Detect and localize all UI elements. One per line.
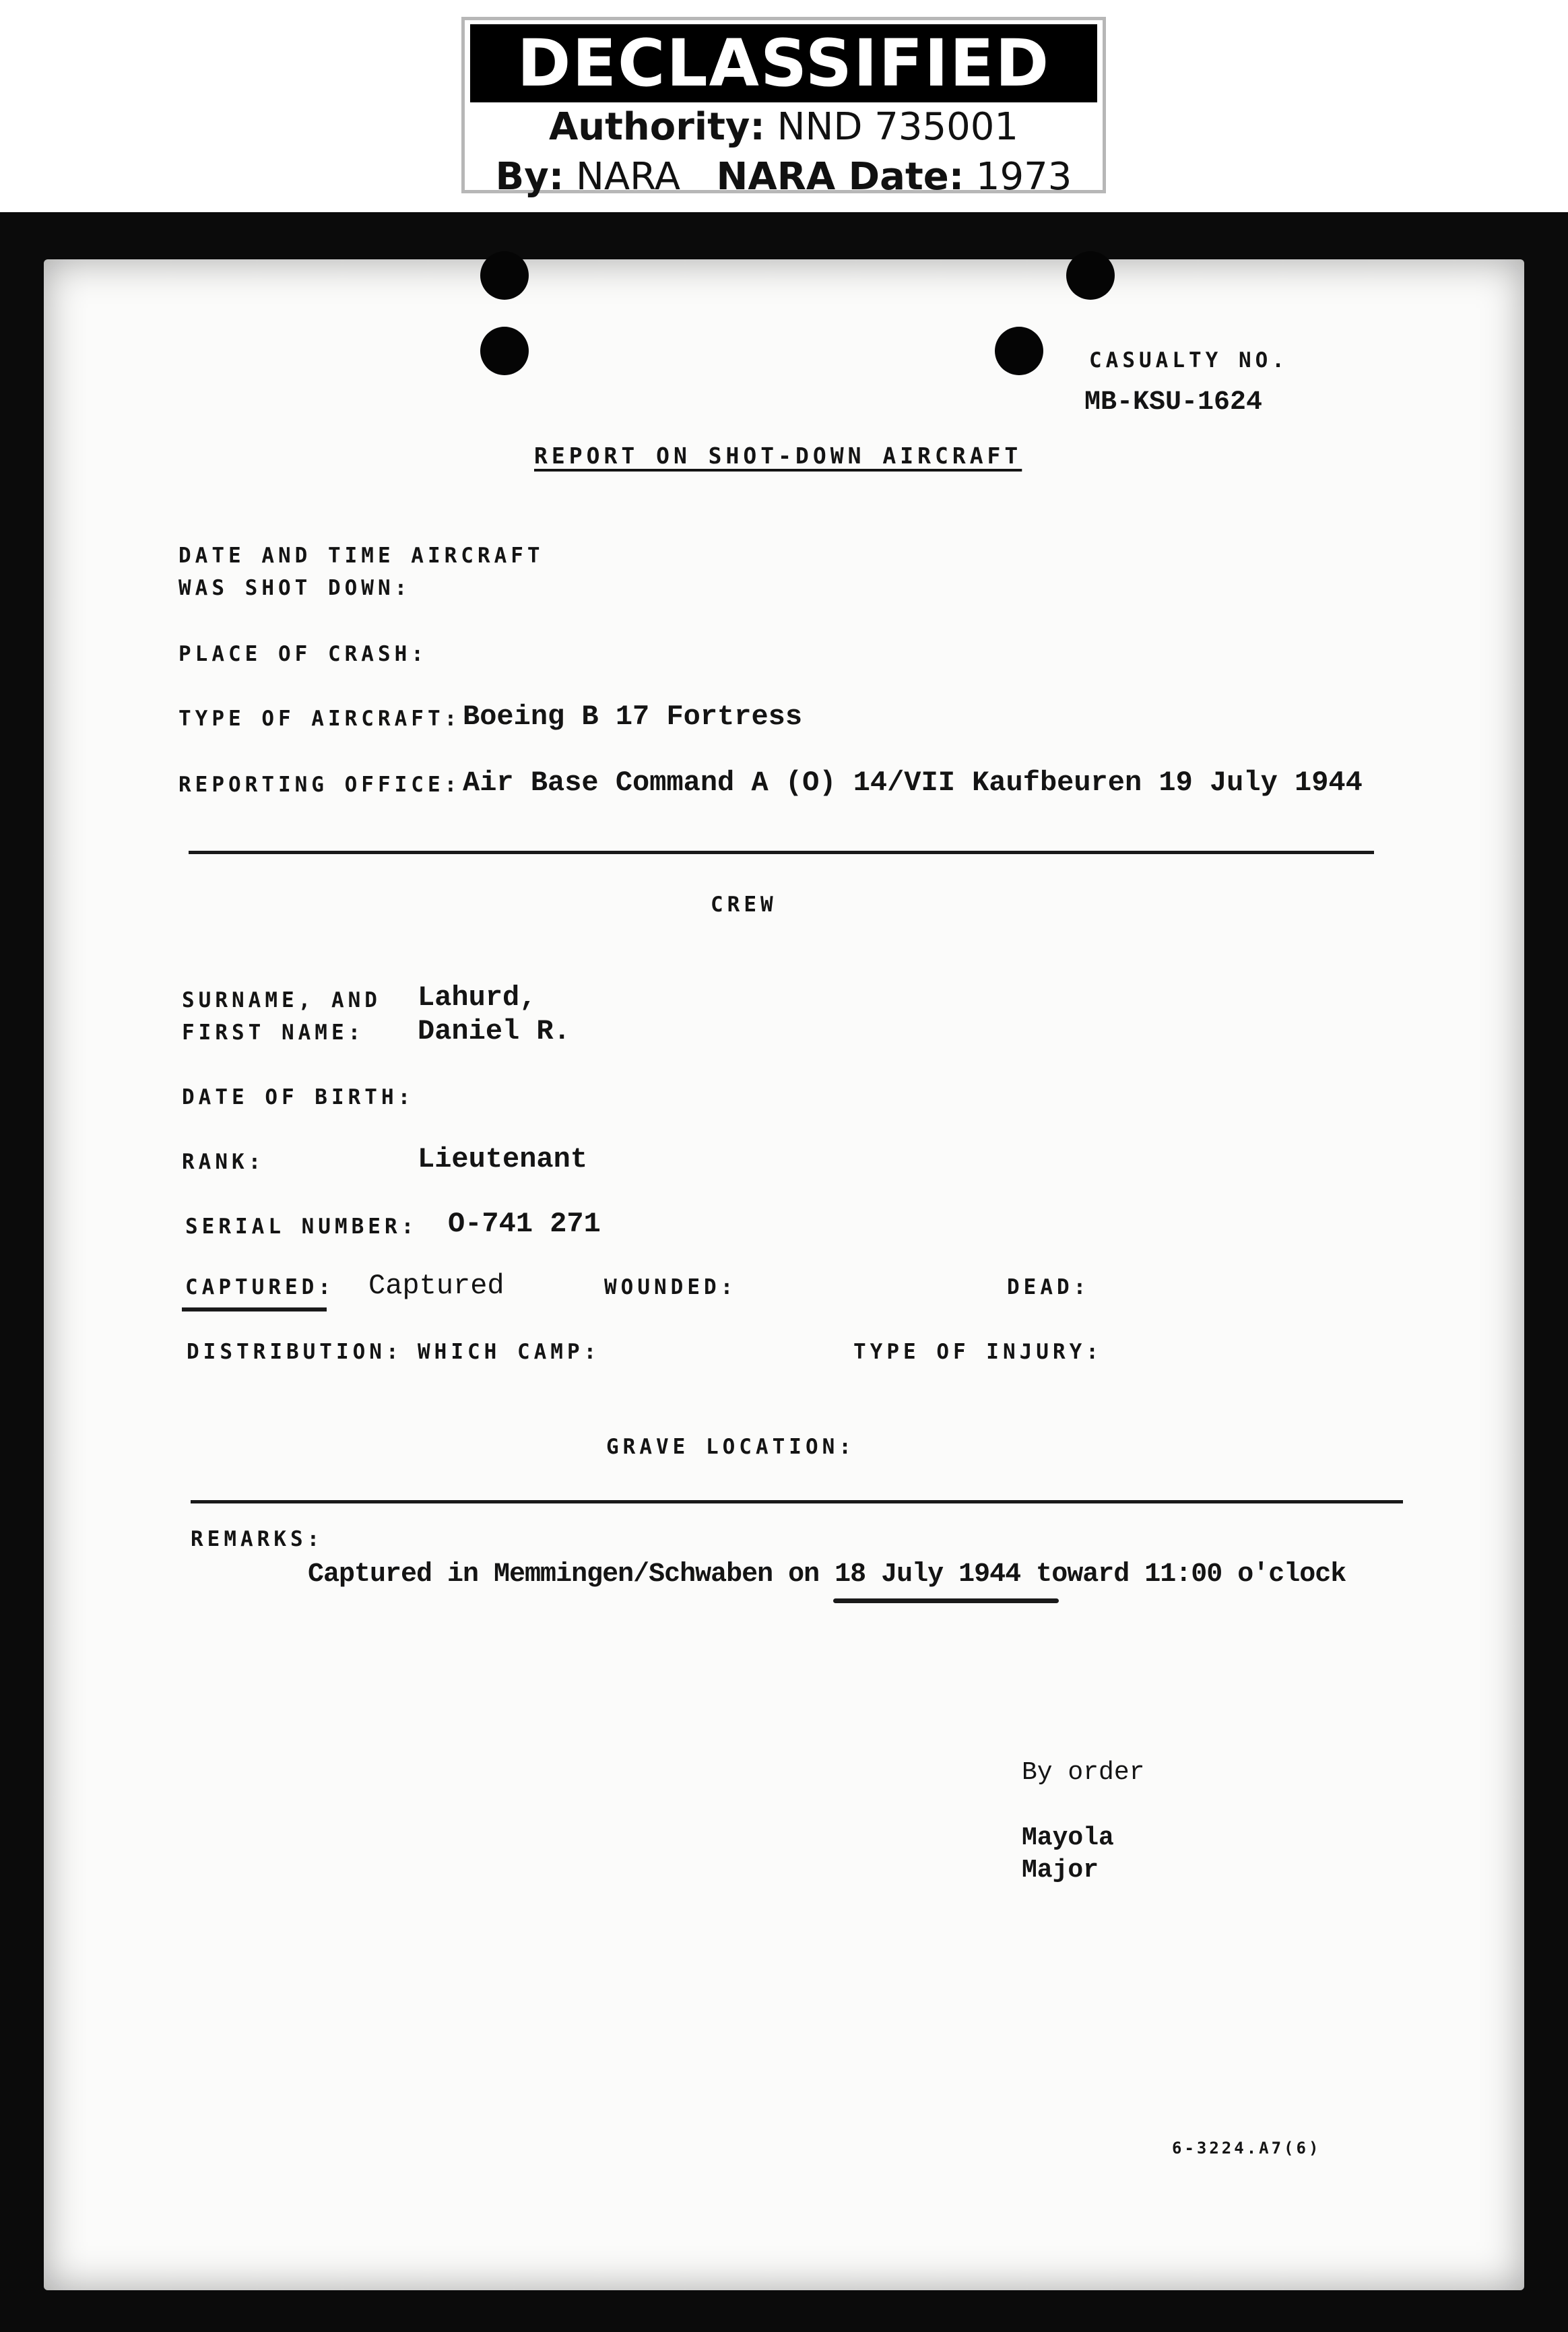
date-time-label-1: DATE AND TIME AIRCRAFT (178, 544, 544, 568)
serial-label: SERIAL NUMBER: (185, 1214, 418, 1239)
by-order-text: By order (1022, 1758, 1145, 1787)
authority-label: Authority: (548, 105, 765, 149)
date-time-label-2: WAS SHOT DOWN: (178, 576, 412, 600)
rank-label: RANK: (182, 1150, 265, 1174)
serial-value: O-741 271 (448, 1208, 601, 1240)
remarks-value: Captured in Memmingen/Schwaben on 18 July 1944 toward 11:00 o'clock (308, 1559, 1346, 1590)
declassified-stamp (461, 17, 1106, 199)
nara-date-value: 1973 (975, 155, 1072, 199)
place-label: PLACE OF CRASH: (178, 642, 428, 666)
crew-heading: CREW (711, 893, 777, 917)
stamp-authority-line (465, 105, 1103, 149)
divider (189, 851, 1374, 854)
surname-value: Lahurd, (418, 981, 537, 1014)
first-name-value: Daniel R. (418, 1015, 570, 1047)
punch-hole (480, 251, 529, 300)
by-value: NARA (575, 155, 681, 199)
grave-location-label: GRAVE LOCATION: (606, 1435, 855, 1459)
document-page (44, 259, 1524, 2290)
signer-rank: Major (1022, 1856, 1099, 1885)
remarks-underline (833, 1598, 1059, 1603)
stamp-by-line (465, 155, 1103, 199)
divider (191, 1500, 1403, 1503)
dead-label: DEAD: (1007, 1275, 1090, 1299)
surname-label-2: FIRST NAME: (182, 1021, 365, 1045)
which-camp-label: WHICH CAMP: (418, 1340, 601, 1364)
report-title: REPORT ON SHOT-DOWN AIRCRAFT (534, 443, 1022, 469)
wounded-label: WOUNDED: (604, 1275, 738, 1299)
aircraft-type-value: Boeing B 17 Fortress (463, 701, 803, 733)
casualty-label: CASUALTY NO. (1089, 348, 1288, 373)
rank-value: Lieutenant (418, 1143, 588, 1175)
captured-underline (182, 1307, 327, 1311)
stamp-title: DECLASSIFIED (470, 24, 1097, 102)
nara-date-label: NARA Date: (716, 155, 965, 199)
punch-hole (995, 327, 1043, 375)
signer-name: Mayola (1022, 1823, 1114, 1852)
captured-label: CAPTURED: (185, 1275, 335, 1299)
authority-value: NND 735001 (777, 105, 1019, 149)
punch-hole (1066, 251, 1115, 300)
aircraft-type-label: TYPE OF AIRCRAFT: (178, 707, 461, 731)
punch-hole (480, 327, 529, 375)
form-code: 6-3224.A7(6) (1172, 2139, 1321, 2158)
surname-label-1: SURNAME, AND (182, 988, 381, 1012)
reporting-office-value: Air Base Command A (O) 14/VII Kaufbeuren 19 July 1944 (463, 767, 1363, 799)
dob-label: DATE OF BIRTH: (182, 1085, 415, 1109)
injury-label: TYPE OF INJURY: (853, 1340, 1103, 1364)
distribution-label: DISTRIBUTION: (187, 1340, 403, 1364)
casualty-number: MB-KSU-1624 (1084, 387, 1263, 418)
captured-value: Captured (368, 1270, 504, 1302)
reporting-office-label: REPORTING OFFICE: (178, 773, 461, 797)
by-label: By: (495, 155, 564, 199)
remarks-label: REMARKS: (191, 1527, 324, 1551)
